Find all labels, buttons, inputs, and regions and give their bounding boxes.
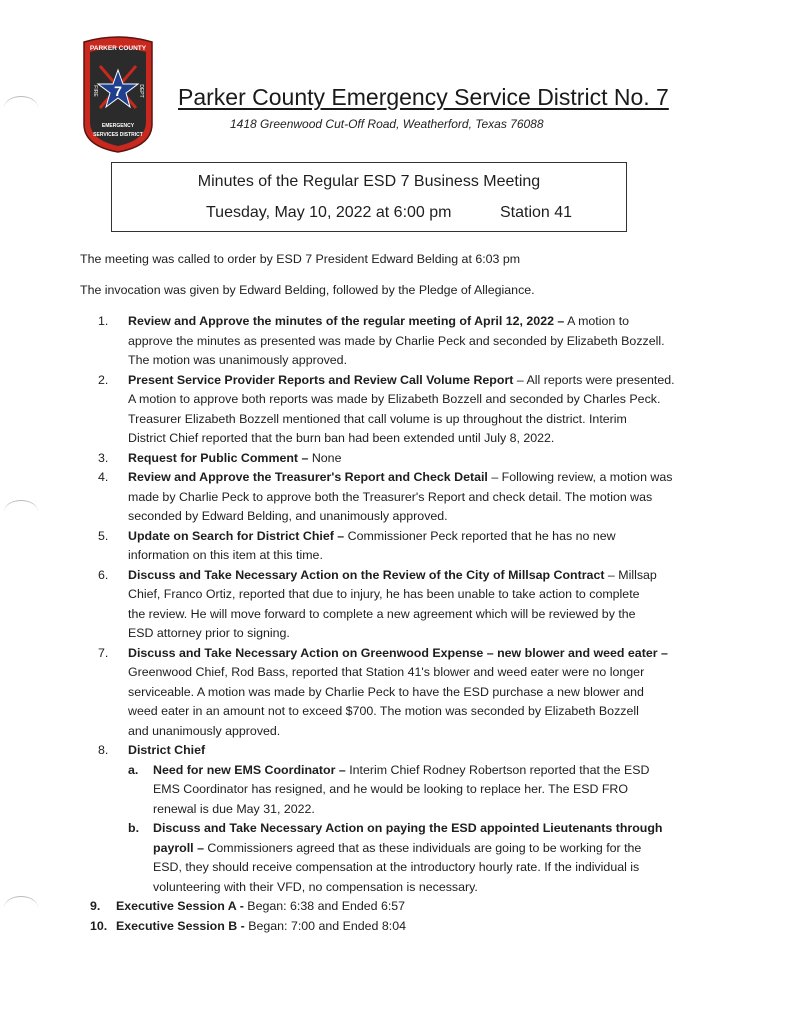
- punch-hole-mark: [4, 896, 38, 919]
- sub-item-letter: b.: [128, 821, 140, 835]
- sub-item-text-line: volunteering with their VFD, no compensation is necessary.: [153, 879, 478, 894]
- item-heading: Request for Public Comment –: [128, 450, 309, 465]
- item-text-line: and unanimously approved.: [128, 723, 281, 738]
- agenda-item: [98, 371, 718, 449]
- sub-item-heading-cont: payroll –: [153, 840, 204, 855]
- session-heading: Executive Session B -: [116, 918, 245, 933]
- agenda-item: [98, 312, 718, 371]
- item-heading: Discuss and Take Necessary Action on the Review of the City of Millsap Contract: [128, 567, 605, 582]
- item-text-line: A motion to approve both reports was made by Elizabeth Bozzell and seconded by Charles Peck.: [128, 392, 661, 406]
- item-body: [128, 527, 718, 566]
- agenda-item: [98, 449, 718, 469]
- item-text-line: ESD attorney prior to signing.: [128, 626, 290, 640]
- item-number: 6.: [98, 567, 109, 582]
- agenda-item: [98, 644, 718, 742]
- item-text-line: approve the minutes as presented was made by Charlie Peck and seconded by Elizabeth Bozzell.: [128, 333, 665, 348]
- item-number: 5.: [98, 528, 109, 543]
- item-body: [128, 371, 718, 449]
- agenda-list: [90, 312, 718, 936]
- item-text-line: District Chief reported that the burn ban had been extended until July 8, 2022.: [128, 431, 555, 445]
- item-number: 3.: [98, 450, 109, 465]
- item-text-line: Greenwood Chief, Rod Bass, reported that Station 41's blower and weed eater were no longer: [128, 665, 645, 679]
- item-heading: Discuss and Take Necessary Action on Greenwood Expense – new blower and weed eater –: [128, 645, 668, 660]
- item-heading: Present Service Provider Reports and Review Call Volume Report: [128, 372, 514, 387]
- item-body: [128, 312, 718, 371]
- session-text: Began: 7:00 and Ended 8:04: [244, 918, 406, 933]
- item-text-line: seconded by Edward Belding, and unanimously approved.: [128, 509, 448, 523]
- sub-item-body: [153, 819, 718, 897]
- item-text-line: information on this item at this time.: [128, 548, 323, 562]
- item-text: – Following review, a motion was: [487, 470, 673, 484]
- item-first-line: [128, 312, 718, 332]
- sub-item-heading: Need for new EMS Coordinator –: [153, 762, 346, 777]
- item-text-line: weed eater in an amount not to exceed $700. The motion was seconded by Elizabeth Bozzell: [128, 704, 639, 718]
- item-first-line: [128, 566, 718, 586]
- agenda-item: [98, 527, 718, 566]
- session-item: [90, 897, 718, 917]
- sub-item-heading: Discuss and Take Necessary Action on paying the ESD appointed Lieutenants through: [153, 821, 663, 835]
- session-item: [90, 917, 718, 937]
- item-text-line: The motion was unanimously approved.: [128, 353, 348, 367]
- item-text-line: Treasurer Elizabeth Bozzell mentioned that call volume is up throughout the district. Interim: [128, 411, 627, 426]
- sub-item: [128, 819, 718, 897]
- item-body: [128, 741, 718, 761]
- item-body: [128, 566, 718, 644]
- item-text-line: the review. He will move forward to complete a new agreement which will be reviewed by the: [128, 606, 636, 621]
- sub-item-first-line: [153, 761, 718, 781]
- item-text-line: Chief, Franco Ortiz, reported that due to injury, he has been unable to take action to complete: [128, 587, 640, 601]
- item-number: 2.: [98, 372, 109, 387]
- item-heading: District Chief: [128, 743, 206, 757]
- item-first-line: [128, 741, 718, 761]
- session-body: [116, 897, 718, 917]
- item-heading: Update on Search for District Chief –: [128, 528, 345, 543]
- item-text: – Millsap: [604, 567, 657, 582]
- logo-right-text: DEPT: [138, 84, 144, 98]
- item-first-line: [128, 468, 718, 488]
- punch-hole-mark: [4, 500, 38, 523]
- item-number: 1.: [98, 314, 109, 328]
- meeting-title: Minutes of the Regular ESD 7 Business Meeting: [197, 173, 541, 190]
- item-heading: Review and Approve the Treasurer's Report and Check Detail: [128, 470, 488, 484]
- sub-item-text: Commissioners agreed that as these individuals are going to be working for the: [203, 840, 642, 855]
- sub-item-body: [153, 761, 718, 820]
- sub-item-first-line: [153, 819, 718, 839]
- item-text-line: serviceable. A motion was made by Charlie Peck to have the ESD purchase a new blower and: [128, 684, 644, 699]
- logo-bottom-text-2: SERVICES DISTRICT: [93, 132, 143, 138]
- session-heading: Executive Session A -: [116, 899, 244, 913]
- logo-top-text: PARKER COUNTY: [89, 45, 147, 52]
- intro-paragraph-1: The meeting was called to order by ESD 7 President Edward Belding at 6:03 pm: [80, 252, 521, 266]
- meeting-date: Tuesday, May 10, 2022 at 6:00 pm: [206, 204, 452, 221]
- session-body: [116, 917, 718, 937]
- agenda-item: [98, 741, 718, 761]
- sub-item-text-line: renewal is due May 31, 2022.: [153, 801, 315, 816]
- item-heading: Review and Approve the minutes of the regular meeting of April 12, 2022 –: [128, 314, 565, 328]
- sub-item-second-line: [153, 839, 718, 859]
- item-number: 7.: [98, 645, 109, 660]
- sub-item-text-line: EMS Coordinator has resigned, and he would be looking to replace her. The ESD FRO: [153, 782, 629, 796]
- item-number: 4.: [98, 470, 109, 484]
- agenda-item: [98, 566, 718, 644]
- logo-bottom-text-1: EMERGENCY: [101, 123, 135, 129]
- logo-left-text: FIRE: [92, 85, 98, 97]
- sub-item-text-line: ESD, they should receive compensation at the introductory hourly rate. If the individual is: [153, 860, 640, 874]
- agenda-item: [98, 468, 718, 527]
- item-body: [128, 449, 718, 469]
- item-first-line: [128, 644, 718, 664]
- item-first-line: [128, 371, 718, 391]
- item-text-line: made by Charlie Peck to approve both the Treasurer's Report and check detail. The motion was: [128, 489, 653, 504]
- meeting-location: Station 41: [500, 204, 573, 221]
- punch-hole-mark: [4, 96, 38, 119]
- sub-item-text: Interim Chief Rodney Robertson reported that the ESD: [345, 762, 650, 777]
- session-number: 9.: [90, 899, 101, 913]
- item-first-line: [128, 527, 718, 547]
- sub-item-letter: a.: [128, 762, 139, 777]
- meeting-box: [111, 162, 627, 232]
- item-text: Commissioner Peck reported that he has no new: [344, 528, 616, 543]
- item-number: 8.: [98, 743, 109, 757]
- item-text: A motion to: [564, 314, 630, 328]
- session-text: Began: 6:38 and Ended 6:57: [243, 899, 406, 913]
- item-first-line: [128, 449, 718, 469]
- intro-paragraph-2: The invocation was given by Edward Belding, followed by the Pledge of Allegiance.: [80, 283, 535, 297]
- item-body: [128, 644, 718, 742]
- item-body: [128, 468, 718, 527]
- sub-item: [128, 761, 718, 820]
- address: 1418 Greenwood Cut-Off Road, Weatherford, Texas 76088: [230, 117, 544, 131]
- esd-logo: [80, 36, 156, 154]
- logo-number: 7: [114, 83, 122, 99]
- session-number: 10.: [90, 918, 108, 933]
- item-text: – All reports were presented.: [513, 372, 675, 387]
- page-title: Parker County Emergency Service District No. 7: [178, 84, 669, 110]
- item-text: None: [308, 450, 342, 465]
